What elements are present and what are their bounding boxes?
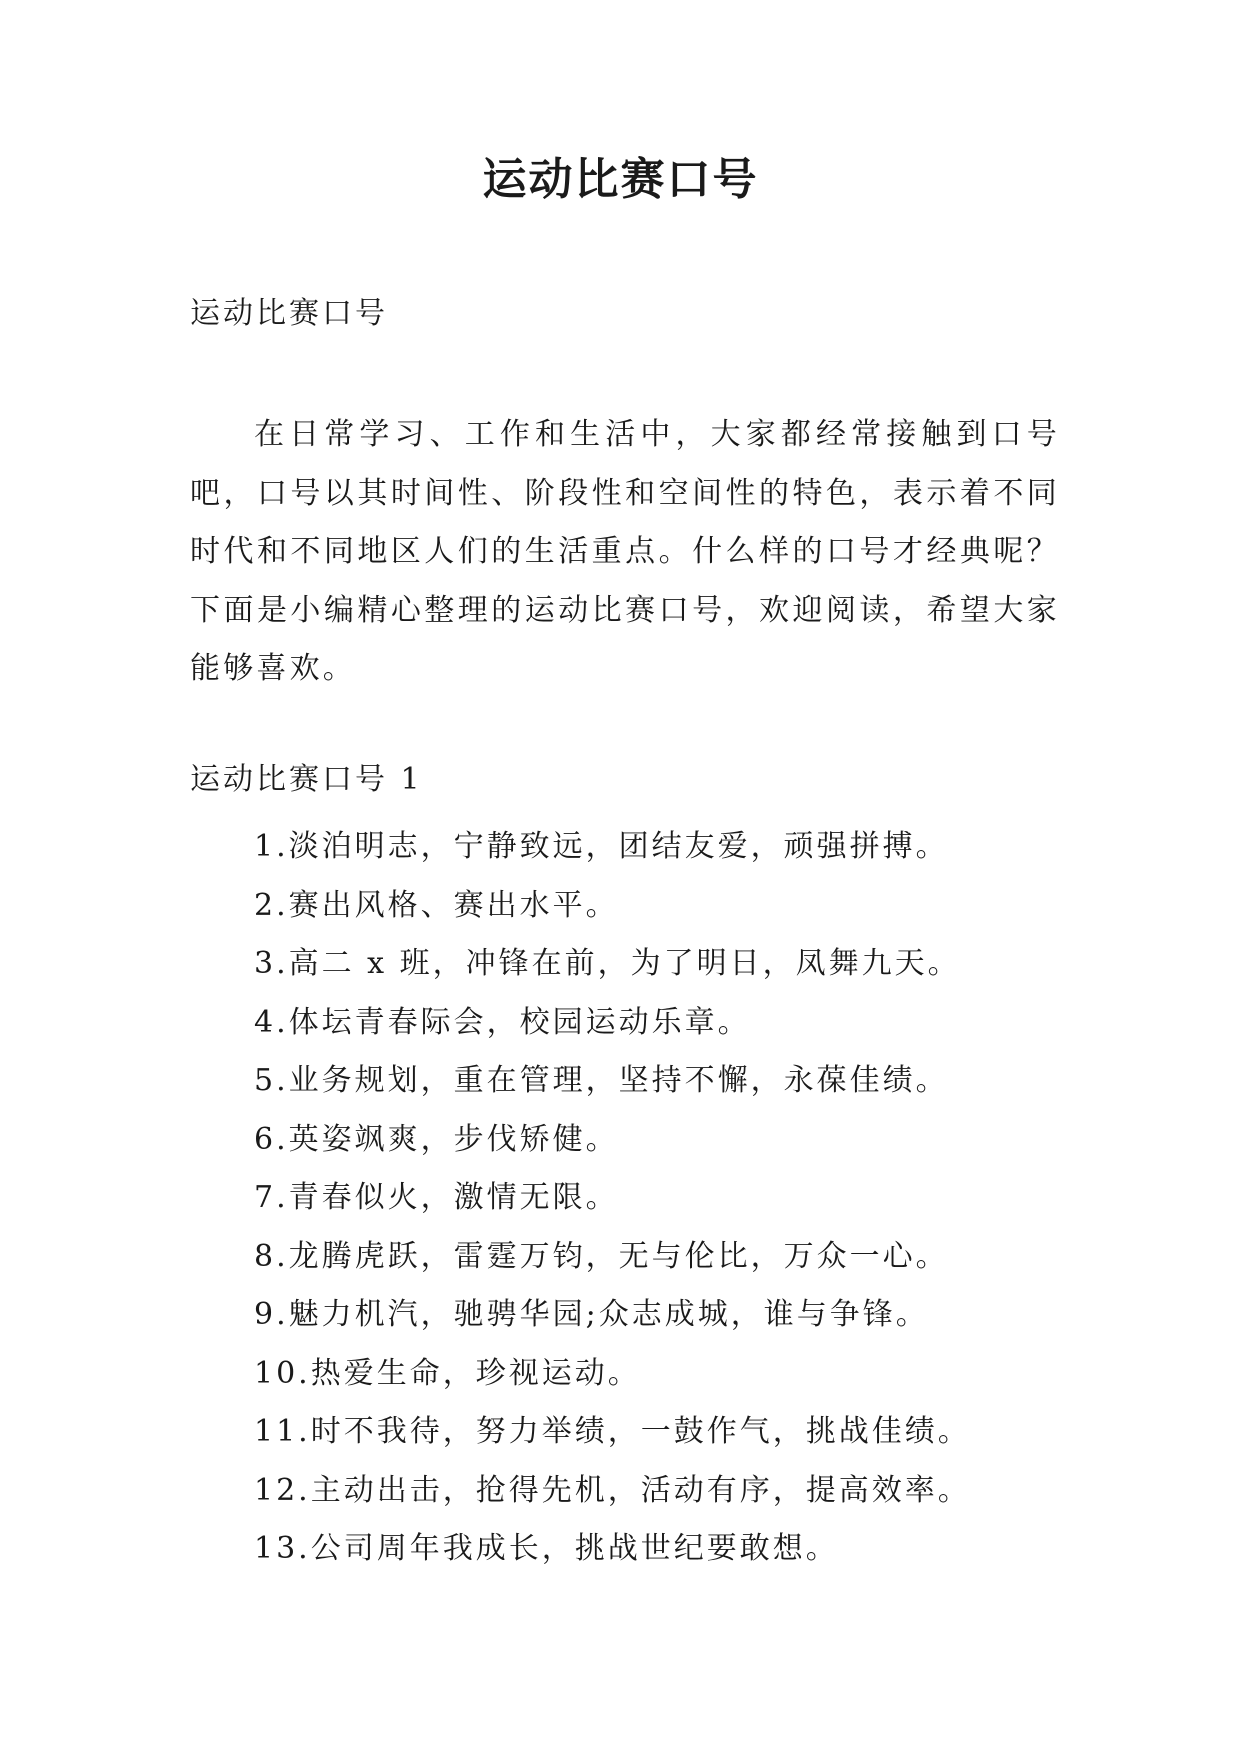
- list-item: 4.体坛青春际会，校园运动乐章。: [254, 1004, 751, 1040]
- list-item: 13.公司周年我成长，挑战世纪要敢想。: [254, 1531, 839, 1566]
- list-item: 5.业务规划，重在管理，坚持不懈，永葆佳绩。: [254, 1063, 949, 1098]
- list-item: 1.淡泊明志，宁静致远，团结友爱，顽强拼搏。: [254, 829, 949, 864]
- intro-paragraph: 在日常学习、工作和生活中，大家都经常接触到口号吧，口号以其时间性、阶段性和空间性的特色，表示着不同时代和不同地区人们的生活重点。什么样的口号才经典呢？下面是小编精心整理的运动比赛口号，欢迎阅读，希望大家能够喜欢。: [190, 417, 1060, 686]
- document-subtitle: 运动比赛口号: [190, 296, 388, 331]
- list-item: 12.主动出击，抢得先机，活动有序，提高效率。: [254, 1472, 971, 1508]
- list-item: 9.魅力机汽，驰骋华园;众志成城，谁与争锋。: [254, 1297, 929, 1332]
- slogan-list: [254, 818, 971, 1579]
- list-item: 3.高二 x 班，冲锋在前，为了明日，凤舞九天。: [254, 946, 961, 981]
- list-item: 2.赛出风格、赛出水平。: [254, 887, 619, 923]
- section-heading: 运动比赛口号 1: [190, 762, 423, 797]
- list-item: 11.时不我待，努力举绩，一鼓作气，挑战佳绩。: [254, 1414, 971, 1449]
- list-item: 7.青春似火，激情无限。: [254, 1180, 619, 1215]
- list-item: 10.热爱生命，珍视运动。: [254, 1355, 641, 1391]
- list-item: 8.龙腾虎跃，雷霆万钧，无与伦比，万众一心。: [254, 1238, 949, 1274]
- list-item: 6.英姿飒爽，步伐矫健。: [254, 1121, 619, 1157]
- document-title: 运动比赛口号: [482, 154, 759, 205]
